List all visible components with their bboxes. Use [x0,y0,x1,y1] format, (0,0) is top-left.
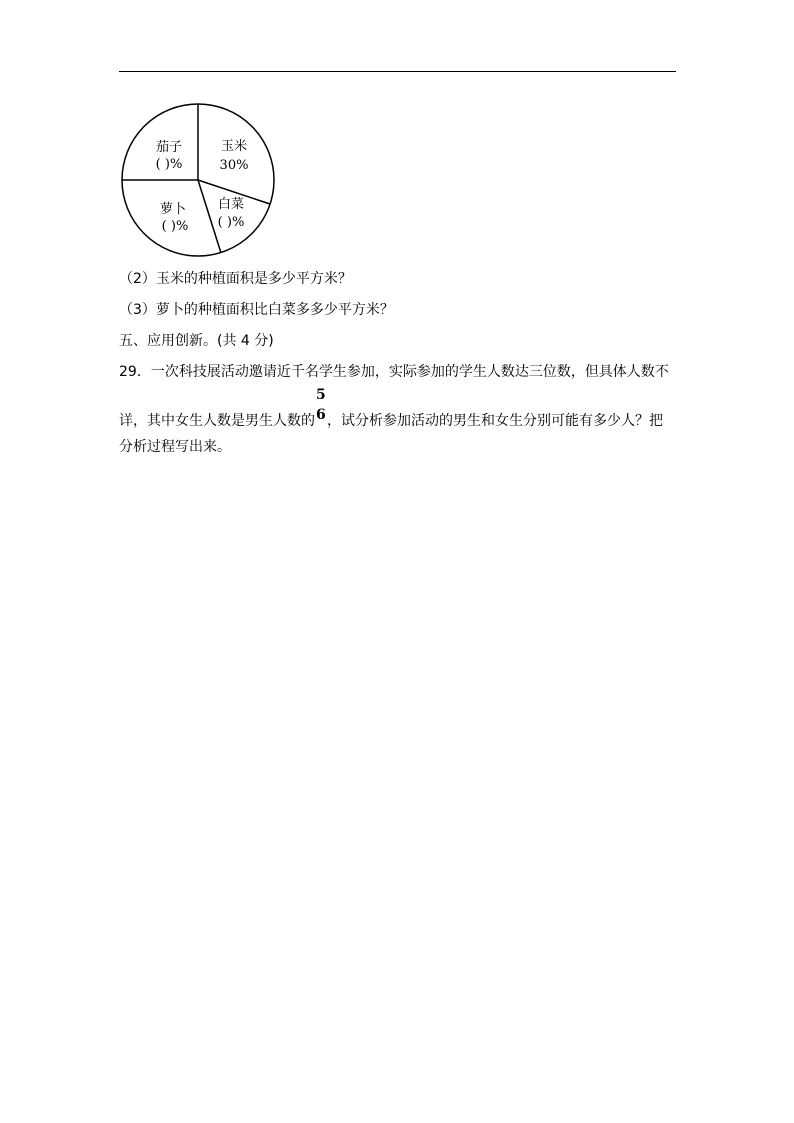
fraction-denominator: 6 [316,407,326,423]
slice-label-cabbage: 白菜 [217,197,245,212]
slice-value-corn: 30% [219,158,249,173]
question-2: （2）玉米的种植面积是多少平方米？ [119,271,352,287]
section-5-heading: 五、应用创新。(共 4 分) [119,333,274,349]
pie-chart [118,100,278,260]
slice-value-radish: ( )% [161,219,189,234]
slice-label-radish: 萝卜 [159,202,187,217]
question-29-text-after: ，试分析参加活动的男生和女生分别可能有多少人？把 [327,413,663,429]
fraction [315,387,327,431]
slice-value-eggplant: ( )% [155,157,183,172]
header-rule [119,71,676,72]
question-29-line-2 [119,387,663,431]
question-3: （3）萝卜的种植面积比白菜多多少平方米？ [119,302,394,318]
slice-label-eggplant: 茄子 [155,140,183,155]
question-29-text-before: 详，其中女生人数是男生人数的 [119,413,315,429]
slice-value-cabbage: ( )% [217,215,245,230]
question-29-line-1: 29．一次科技展活动邀请近千名学生参加，实际参加的学生人数达三位数，但具体人数不 [119,364,669,380]
fraction-numerator: 5 [316,387,326,403]
slice-label-corn: 玉米 [220,139,248,154]
question-29-line-3: 分析过程写出来。 [119,439,231,455]
